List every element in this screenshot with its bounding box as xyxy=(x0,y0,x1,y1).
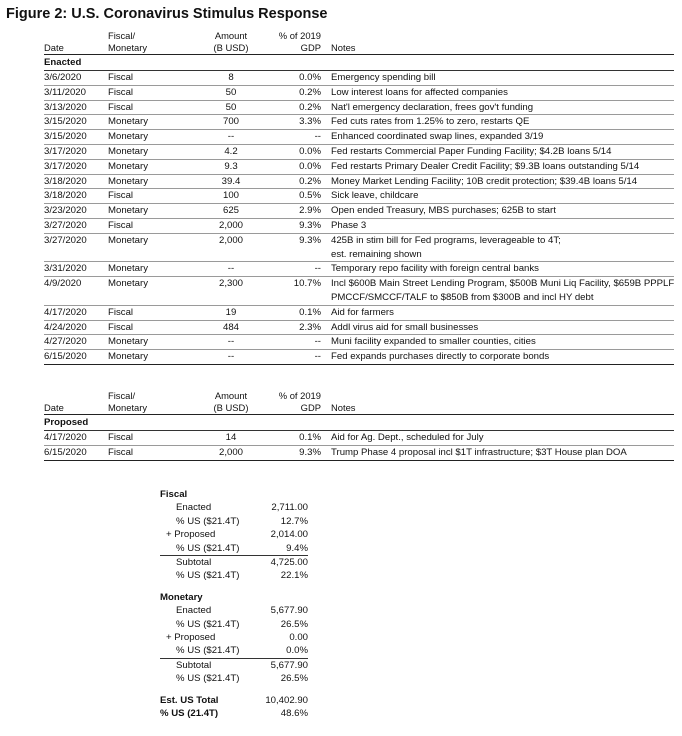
summary-total-row xyxy=(160,694,308,707)
cell-pct-gdp: -- xyxy=(276,335,321,350)
col-header-date: Date xyxy=(44,402,64,413)
cell-amount: 2,300 xyxy=(186,277,276,306)
cell-notes xyxy=(331,71,674,86)
cell-notes xyxy=(331,233,674,262)
cell-notes xyxy=(331,350,674,365)
cell-type: Fiscal xyxy=(108,431,186,446)
cell-amount: 484 xyxy=(186,320,276,335)
cell-date: 3/17/2020 xyxy=(44,144,108,159)
cell-pct-gdp: 3.3% xyxy=(276,115,321,130)
col-header-amount-line1: Amount xyxy=(214,30,248,41)
col-header-pct xyxy=(276,30,321,55)
summary-row xyxy=(160,515,308,528)
cell-type: Fiscal xyxy=(108,85,186,100)
cell-pct-gdp: 0.2% xyxy=(276,85,321,100)
cell-date: 3/15/2020 xyxy=(44,115,108,130)
summary-label: % US ($21.4T) xyxy=(176,673,240,685)
section-row-proposed xyxy=(44,415,674,431)
note-line: Nat'l emergency declaration, frees gov't funding xyxy=(331,101,534,113)
col-header-type-line2: Monetary xyxy=(108,402,148,413)
summary-row xyxy=(160,569,308,582)
cell-pct-gdp: 0.2% xyxy=(276,174,321,189)
col-header-amount xyxy=(186,30,276,55)
cell-type: Monetary xyxy=(108,233,186,262)
summary-value: 0.0% xyxy=(286,645,308,657)
cell-amount: 100 xyxy=(186,189,276,204)
cell-pct-gdp: 2.3% xyxy=(276,320,321,335)
table-row xyxy=(44,218,674,233)
summary-label: % US ($21.4T) xyxy=(176,618,240,630)
col-header-type-line1: Fiscal/ xyxy=(108,390,136,401)
figure-title: Figure 2: U.S. Coronavirus Stimulus Response xyxy=(6,6,328,22)
table-row xyxy=(44,159,674,174)
col-header-amount-line1: Amount xyxy=(214,390,248,401)
table-row xyxy=(44,130,674,145)
table-row xyxy=(44,144,674,159)
cell-amount: -- xyxy=(186,130,276,145)
summary-value: 0.00 xyxy=(289,632,308,644)
summary-subtotal-row xyxy=(160,658,308,672)
summary-row xyxy=(160,604,308,617)
summary-value: 12.7% xyxy=(280,515,308,527)
table-row xyxy=(44,277,674,306)
cell-type: Monetary xyxy=(108,277,186,306)
note-line: 425B in stim bill for Fed programs, leverageable to 4T; xyxy=(331,234,561,246)
col-header-pct-line2: GDP xyxy=(300,42,321,53)
enacted-table xyxy=(44,30,674,365)
summary-total-pct-value: 48.6% xyxy=(280,708,308,720)
note-line: Incl $600B Main Street Lending Program, $500B Muni Liq Facility, $659B PPPLF xyxy=(331,278,675,290)
cell-pct-gdp: 0.0% xyxy=(276,159,321,174)
col-header-pct-line2: GDP xyxy=(300,402,321,413)
summary-label: % US ($21.4T) xyxy=(176,645,240,657)
cell-pct-gdp: 10.7% xyxy=(276,277,321,306)
cell-pct-gdp: 0.2% xyxy=(276,100,321,115)
cell-notes xyxy=(331,320,674,335)
summary-value: 5,677.90 xyxy=(270,605,308,617)
note-line: Phase 3 xyxy=(331,219,367,231)
table-row xyxy=(44,335,674,350)
cell-notes xyxy=(331,431,674,446)
cell-type: Fiscal xyxy=(108,320,186,335)
table-row xyxy=(44,204,674,219)
cell-notes xyxy=(331,445,674,460)
table-row xyxy=(44,305,674,320)
col-header-type-line2: Monetary xyxy=(108,42,148,53)
cell-date: 3/27/2020 xyxy=(44,218,108,233)
cell-type: Monetary xyxy=(108,144,186,159)
cell-type: Monetary xyxy=(108,159,186,174)
cell-amount: 19 xyxy=(186,305,276,320)
proposed-header-row xyxy=(44,390,674,415)
note-line: Sick leave, childcare xyxy=(331,190,419,202)
cell-notes xyxy=(331,115,674,130)
cell-notes xyxy=(331,144,674,159)
cell-amount: 9.3 xyxy=(186,159,276,174)
table-row xyxy=(44,431,674,446)
cell-pct-gdp: 9.3% xyxy=(276,445,321,460)
cell-notes xyxy=(331,204,674,219)
cell-pct-gdp: 0.1% xyxy=(276,431,321,446)
cell-amount: 625 xyxy=(186,204,276,219)
col-header-pct-line1: % of 2019 xyxy=(278,390,321,401)
table-row xyxy=(44,445,674,460)
enacted-header-row xyxy=(44,30,674,55)
note-line: Temporary repo facility with foreign central banks xyxy=(331,263,539,275)
summary-label: Subtotal xyxy=(160,658,256,672)
cell-pct-gdp: -- xyxy=(276,350,321,365)
note-line: Fed restarts Commercial Paper Funding Facility; $4.2B loans 5/14 xyxy=(331,145,612,157)
cell-type: Monetary xyxy=(108,115,186,130)
summary-label: + Proposed xyxy=(166,632,216,644)
cell-pct-gdp: 0.5% xyxy=(276,189,321,204)
cell-amount: 8 xyxy=(186,71,276,86)
note-line: Money Market Lending Facility; 10B credit protection; $39.4B loans 5/14 xyxy=(331,175,638,187)
table-row xyxy=(44,100,674,115)
cell-pct-gdp: 0.1% xyxy=(276,305,321,320)
cell-pct-gdp: 9.3% xyxy=(276,218,321,233)
cell-notes xyxy=(331,262,674,277)
summary-label: % US ($21.4T) xyxy=(176,515,240,527)
cell-date: 3/6/2020 xyxy=(44,71,108,86)
summary-value: 26.5% xyxy=(280,673,308,685)
cell-pct-gdp: -- xyxy=(276,130,321,145)
table-row xyxy=(44,320,674,335)
cell-notes xyxy=(331,159,674,174)
cell-date: 6/15/2020 xyxy=(44,445,108,460)
table-row xyxy=(44,350,674,365)
col-header-date: Date xyxy=(44,42,64,53)
cell-date: 4/24/2020 xyxy=(44,320,108,335)
cell-amount: 4.2 xyxy=(186,144,276,159)
table-row xyxy=(44,85,674,100)
summary-label: Enacted xyxy=(176,605,212,617)
summary-label: Enacted xyxy=(176,502,212,514)
summary-value: 22.1% xyxy=(280,570,308,582)
summary-total-label: Est. US Total xyxy=(160,694,219,706)
note-line: PMCCF/SMCCF/TALF to $850B from $300B and incl HY debt xyxy=(331,291,594,303)
cell-date: 3/31/2020 xyxy=(44,262,108,277)
section-row-enacted xyxy=(44,55,674,71)
cell-type: Monetary xyxy=(108,174,186,189)
summary-row xyxy=(160,542,308,556)
cell-date: 3/23/2020 xyxy=(44,204,108,219)
summary-label: % US ($21.4T) xyxy=(176,570,240,582)
table-row xyxy=(44,115,674,130)
summary-row xyxy=(160,672,308,685)
cell-date: 4/17/2020 xyxy=(44,305,108,320)
cell-amount: 2,000 xyxy=(186,233,276,262)
col-header-amount-line2: (B USD) xyxy=(213,402,249,413)
col-header-type xyxy=(108,30,186,55)
summary-table xyxy=(160,488,308,721)
cell-type: Monetary xyxy=(108,335,186,350)
cell-notes xyxy=(331,218,674,233)
cell-date: 3/11/2020 xyxy=(44,85,108,100)
summary-monetary-heading-row xyxy=(160,591,308,604)
summary-value: 2,014.00 xyxy=(270,529,308,541)
cell-pct-gdp: 0.0% xyxy=(276,71,321,86)
table-row xyxy=(44,233,674,262)
summary-row xyxy=(160,501,308,514)
summary-row xyxy=(160,528,308,541)
cell-type: Fiscal xyxy=(108,305,186,320)
cell-type: Monetary xyxy=(108,350,186,365)
cell-type: Fiscal xyxy=(108,218,186,233)
cell-type: Monetary xyxy=(108,204,186,219)
note-line: Low interest loans for affected companies xyxy=(331,86,508,98)
cell-notes xyxy=(331,335,674,350)
cell-date: 3/13/2020 xyxy=(44,100,108,115)
cell-amount: 14 xyxy=(186,431,276,446)
summary-monetary-heading: Monetary xyxy=(160,591,203,603)
note-line: Aid for farmers xyxy=(331,306,394,318)
col-header-notes: Notes xyxy=(331,402,356,413)
cell-date: 4/9/2020 xyxy=(44,277,108,306)
cell-date: 3/18/2020 xyxy=(44,174,108,189)
cell-notes xyxy=(331,85,674,100)
cell-type: Fiscal xyxy=(108,71,186,86)
table-row xyxy=(44,71,674,86)
cell-type: Monetary xyxy=(108,130,186,145)
cell-notes xyxy=(331,277,674,306)
summary-subtotal-row xyxy=(160,556,308,570)
cell-pct-gdp: -- xyxy=(276,262,321,277)
summary-value: 26.5% xyxy=(280,618,308,630)
summary-row xyxy=(160,631,308,644)
section-label-enacted: Enacted xyxy=(44,55,674,71)
cell-amount: 2,000 xyxy=(186,218,276,233)
cell-amount: 50 xyxy=(186,100,276,115)
note-line: Fed expands purchases directly to corporate bonds xyxy=(331,351,550,363)
proposed-table xyxy=(44,390,674,461)
summary-total-pct-row xyxy=(160,707,308,720)
cell-notes xyxy=(331,100,674,115)
summary-total-pct-label: % US (21.4T) xyxy=(160,708,219,720)
col-header-amount-line2: (B USD) xyxy=(213,42,249,53)
note-line: Open ended Treasury, MBS purchases; 625B to start xyxy=(331,205,556,217)
summary-row xyxy=(160,644,308,658)
cell-amount: 50 xyxy=(186,85,276,100)
cell-type: Monetary xyxy=(108,262,186,277)
section-label-proposed: Proposed xyxy=(44,415,674,431)
table-row xyxy=(44,189,674,204)
cell-type: Fiscal xyxy=(108,100,186,115)
cell-amount: -- xyxy=(186,262,276,277)
cell-date: 6/15/2020 xyxy=(44,350,108,365)
cell-date: 3/15/2020 xyxy=(44,130,108,145)
col-header-type-line1: Fiscal/ xyxy=(108,30,136,41)
cell-date: 3/17/2020 xyxy=(44,159,108,174)
summary-label: Subtotal xyxy=(160,556,256,570)
summary-label: + Proposed xyxy=(166,529,216,541)
note-line: Fed cuts rates from 1.25% to zero, restarts QE xyxy=(331,116,530,128)
cell-date: 4/17/2020 xyxy=(44,431,108,446)
cell-pct-gdp: 9.3% xyxy=(276,233,321,262)
cell-amount: -- xyxy=(186,335,276,350)
note-line: Aid for Ag. Dept., scheduled for July xyxy=(331,432,484,443)
cell-notes xyxy=(331,189,674,204)
cell-amount: 39.4 xyxy=(186,174,276,189)
summary-row xyxy=(160,618,308,631)
cell-notes xyxy=(331,174,674,189)
summary-label: % US ($21.4T) xyxy=(176,542,240,554)
col-header-notes: Notes xyxy=(331,42,356,53)
note-line: est. remaining shown xyxy=(331,248,422,260)
cell-pct-gdp: 2.9% xyxy=(276,204,321,219)
summary-value: 4,725.00 xyxy=(256,556,308,570)
cell-date: 3/27/2020 xyxy=(44,233,108,262)
col-header-pct xyxy=(276,390,321,415)
col-header-type xyxy=(108,390,186,415)
note-line: Fed restarts Primary Dealer Credit Facility; $9.3B loans outstanding 5/14 xyxy=(331,160,640,172)
summary-fiscal-heading-row xyxy=(160,488,308,501)
cell-notes xyxy=(331,130,674,145)
cell-amount: -- xyxy=(186,350,276,365)
cell-notes xyxy=(331,305,674,320)
table-row xyxy=(44,262,674,277)
cell-date: 3/18/2020 xyxy=(44,189,108,204)
col-header-pct-line1: % of 2019 xyxy=(278,30,321,41)
note-line: Muni facility expanded to smaller counties, cities xyxy=(331,336,536,348)
note-line: Emergency spending bill xyxy=(331,72,436,83)
cell-pct-gdp: 0.0% xyxy=(276,144,321,159)
note-line: Enhanced coordinated swap lines, expanded 3/19 xyxy=(331,131,544,143)
note-line: Trump Phase 4 proposal incl $1T infrastructure; $3T House plan DOA xyxy=(331,446,627,458)
note-line: Addl virus aid for small businesses xyxy=(331,321,479,333)
cell-type: Fiscal xyxy=(108,445,186,460)
summary-value: 9.4% xyxy=(286,542,308,554)
cell-amount: 2,000 xyxy=(186,445,276,460)
summary-value: 5,677.90 xyxy=(256,658,308,672)
summary-value: 2,711.00 xyxy=(271,502,308,514)
summary-total-value: 10,402.90 xyxy=(265,694,308,706)
cell-date: 4/27/2020 xyxy=(44,335,108,350)
col-header-amount xyxy=(186,390,276,415)
summary-fiscal-heading: Fiscal xyxy=(160,489,188,500)
table-row xyxy=(44,174,674,189)
cell-amount: 700 xyxy=(186,115,276,130)
cell-type: Fiscal xyxy=(108,189,186,204)
